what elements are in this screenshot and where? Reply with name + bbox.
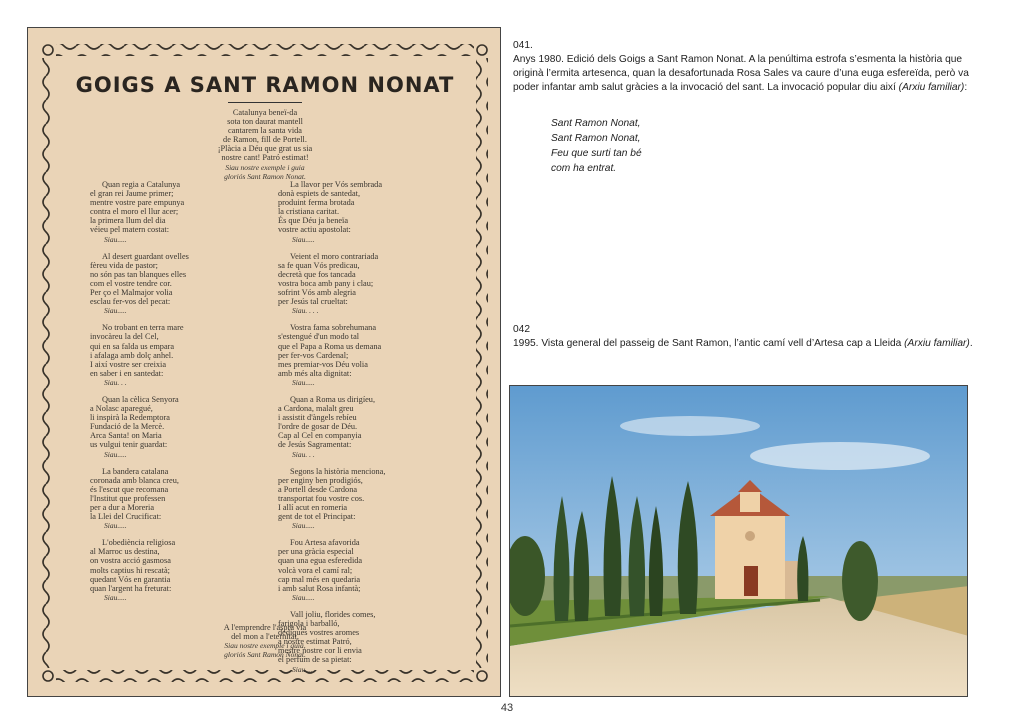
stanza xyxy=(90,395,260,459)
title-rule xyxy=(228,102,302,103)
verse-line: Quan la cèlica Senyora xyxy=(102,394,179,404)
verse-line: del mon a l'eternitat, xyxy=(231,632,299,642)
verse-line: La llavor per Vós sembrada xyxy=(290,180,383,189)
verse-line: I així vostre ser creixia xyxy=(90,359,167,369)
verse-line: nostre cant! Patró estimat! xyxy=(221,153,309,163)
stanza xyxy=(278,467,468,531)
verse-line: de Jesús Sagramentat: xyxy=(278,440,352,450)
verse-line: el perfum de sa pietat: xyxy=(278,655,352,665)
refrain-line: gloriós Sant Ramon Nonat. xyxy=(224,650,306,660)
verse-line: on vostra acció gasmosa xyxy=(90,556,171,566)
refrain-line: Siau. . . . xyxy=(292,306,319,316)
verse-line: Per ço el Malmajor volia xyxy=(90,288,173,298)
verse-line: Vall joliu, florides comes, xyxy=(290,609,376,619)
verse-line: a nostre estimat Patró, xyxy=(278,637,352,647)
verse-line: Arca Santa! on Maria xyxy=(90,431,162,441)
verse-line: per enginy ben prodigiós, xyxy=(278,475,363,485)
verse-line: És que Déu ja beneïa xyxy=(278,216,349,226)
verse-line: per Jesús tal crueltat: xyxy=(278,297,348,307)
verse-line: fèreu vida de pastor; xyxy=(90,260,158,270)
verse-line: decretà que fos tancada xyxy=(278,269,356,279)
verse-line: és l'escut que recomana xyxy=(90,484,169,494)
verse-line: molts captius hi rescatà; xyxy=(90,565,170,575)
stanza xyxy=(90,323,260,387)
refrain-line: Siau. . . xyxy=(104,377,127,387)
page-number: 43 xyxy=(500,702,514,714)
verse-line: s'estengué d'un modo tal xyxy=(278,332,360,342)
verse-line: Segons la història menciona, xyxy=(290,466,386,476)
verse-line: La bandera catalana xyxy=(102,466,169,476)
refrain-line: Siau..... xyxy=(104,306,127,316)
caption-punct: : xyxy=(964,82,968,93)
intro-stanza xyxy=(28,108,501,181)
verse-line: Fou Artesa afavorida xyxy=(290,538,360,548)
stanza xyxy=(278,323,468,387)
quote-line: Sant Ramon Nonat, xyxy=(551,118,641,129)
quote-line: Feu que surti tan bé xyxy=(551,148,642,159)
verse-line: la cristiana caritat. xyxy=(278,207,340,217)
verse-line: cantarem la santa vida xyxy=(228,126,302,136)
verse-line: gent de tot el Principat: xyxy=(278,512,356,522)
verse-line: sota ton daurat mantell xyxy=(227,117,303,127)
refrain-line: Siau..... xyxy=(292,592,315,602)
refrain-line: Siau..... xyxy=(292,377,315,387)
verse-line: vostre actiu apostolat: xyxy=(278,225,351,235)
verse-line: l'Institut que professen xyxy=(90,493,166,503)
verse-line: de Ramon, fill de Portell. xyxy=(223,135,307,145)
caption-number: 042 xyxy=(513,324,530,335)
verse-line: vostra boca amb pany i clau; xyxy=(278,278,374,288)
refrain-line: Siau nostre exemple i guia, xyxy=(224,641,306,651)
verse-line: per a dur a Moreria xyxy=(90,503,155,512)
caption-041 xyxy=(513,39,983,95)
verse-line: a Cardona, malalt greu xyxy=(278,404,354,414)
verse-line: sofrint Vós amb alegria xyxy=(278,288,356,298)
caption-number: 041. xyxy=(513,40,533,51)
verse-line: L'obediència religiosa xyxy=(102,538,176,548)
caption-042 xyxy=(513,323,983,351)
verse-line: com el vostre tendre cor. xyxy=(90,278,172,288)
closing-stanza xyxy=(28,623,501,659)
verse-line: per una gràcia especial xyxy=(278,547,354,557)
verse-line: Quan regia a Catalunya xyxy=(102,180,181,189)
left-verse-column xyxy=(90,180,260,610)
verse-line: esclau fer-vos del pecat: xyxy=(90,297,171,307)
hermitage-photo-drawing xyxy=(510,386,968,697)
verse-line: volcà vora el camí ral; xyxy=(278,565,353,575)
verse-line: la primera llum del dia xyxy=(90,216,166,226)
verse-line: li inspirà la Redemptora xyxy=(90,413,170,423)
verse-line: l'ordre de gosar de Déu. xyxy=(278,422,358,432)
verse-line: Cap al Cel en companyia xyxy=(278,431,362,441)
verse-line: Catalunya beneï-da xyxy=(232,108,298,117)
refrain-line: Siau nostre exemple i guia xyxy=(225,162,305,172)
stanza xyxy=(278,180,468,244)
quote-line: com ha entrat. xyxy=(551,163,617,174)
verse-line: mes premiar-vos Déu volia xyxy=(278,359,368,369)
caption-source: (Arxiu familiar) xyxy=(898,82,965,93)
verse-line: No trobant en terra mare xyxy=(102,323,184,333)
refrain-line: Siau..... xyxy=(104,521,127,531)
stanza xyxy=(278,395,468,459)
verse-line: farigola i barballó, xyxy=(278,619,340,629)
verse-line: Veient el moro contrariada xyxy=(290,251,379,261)
verse-line: donà espiets de santedat, xyxy=(278,189,361,199)
goigs-sheet-scan xyxy=(27,27,501,697)
verse-line: i assistit d'àngels rebíeu xyxy=(278,413,357,423)
stanza xyxy=(90,252,260,316)
verse-line: Fundació de la Mercè. xyxy=(90,422,165,432)
verse-line: Vostra fama sobrehumana xyxy=(290,323,377,333)
verse-line: i afalaga amb dolç anhel. xyxy=(90,350,174,360)
verse-line: en saber i en santedat: xyxy=(90,368,164,378)
verse-line: contra el moro el llur acer; xyxy=(90,207,179,217)
verse-line: qui en sa falda us empara xyxy=(90,341,175,351)
refrain-line: Siau..... xyxy=(104,592,127,602)
refrain-line: Siau. . . xyxy=(292,449,315,459)
verse-line: el gran rei Jaume primer; xyxy=(90,189,174,199)
goigs-title: GOIGS A SANT RAMON NONAT xyxy=(75,73,455,97)
verse-line: la Llei del Crucificat: xyxy=(90,512,162,522)
verse-line: transportat fou vostre cos. xyxy=(278,493,365,503)
verse-line: quan una egua esferedida xyxy=(278,556,363,566)
popular-invocation-quote xyxy=(551,116,642,176)
caption-source: (Arxiu familiar) xyxy=(904,338,970,349)
verse-line: mestre nostre cor li envia xyxy=(278,646,362,656)
verse-line: dediques vostres aromes xyxy=(278,628,360,638)
verse-line: a Nolasc aparegué, xyxy=(90,404,153,414)
caption-text: Anys 1980. Edició dels Goigs a Sant Ramon Nonat. A la penúltima estrofa s’esmenta la història que originà l’ermita artesenca, quan la desafortunada Rosa Sales va caure d’una euga esfereïda, però va poder infantar amb salut gràcies a la invocació del sant. La invocació popular diu així xyxy=(513,54,969,93)
verse-line: no són pas tan blanques elles xyxy=(90,269,187,279)
verse-line: sa fe quan Vós predicau, xyxy=(278,260,360,270)
verse-line: i amb salut Rosa infantà; xyxy=(278,583,361,593)
refrain-line: Siau..... xyxy=(292,234,315,244)
verse-line: que el Papa a Roma us demana xyxy=(278,341,382,351)
verse-line: per fer-vos Cardenal; xyxy=(278,350,349,360)
refrain-line: gloriós Sant Ramon Nonat. xyxy=(224,171,306,181)
stanza xyxy=(278,538,468,602)
refrain-line: Siau..... xyxy=(292,521,315,531)
verse-line: amb més alta dignitat: xyxy=(278,368,352,378)
verse-line: véieu pel matern costat: xyxy=(90,225,170,235)
verse-line: I allí acut en romeria xyxy=(278,503,348,512)
caption-punct: . xyxy=(969,338,973,349)
refrain-line: Siau..... xyxy=(104,234,127,244)
verse-line: ¡Plàcia a Déu que grat us sia xyxy=(217,144,313,154)
verse-line: us vulgui tenir guardat: xyxy=(90,440,168,450)
verse-line: produint ferma brotada xyxy=(278,198,355,208)
stanza xyxy=(278,252,468,316)
quote-line: Sant Ramon Nonat, xyxy=(551,133,641,144)
stanza xyxy=(90,467,260,531)
verse-line: coronada amb blanca creu, xyxy=(90,475,179,485)
verse-line: Quan a Roma us dirigíeu, xyxy=(290,394,376,404)
verse-line: a Portell desde Cardona xyxy=(278,484,358,494)
verse-line: Al desert guardant ovelles xyxy=(102,251,189,261)
verse-line: quedant Vós en garantia xyxy=(90,574,171,584)
verse-line: invocàreu la del Cel, xyxy=(90,332,159,342)
stanza xyxy=(90,180,260,244)
verse-line: al Marroc us destina, xyxy=(90,547,160,557)
caption-text: 1995. Vista general del passeig de Sant Ramon, l’antic camí vell d’Artesa cap a Lleida xyxy=(513,338,902,349)
refrain-line: Siau..... xyxy=(292,664,315,674)
verse-line: cap mal més en quedaria xyxy=(278,574,361,584)
right-verse-column xyxy=(278,180,468,682)
stanza xyxy=(90,538,260,602)
verse-line: mentre vostre pare empunya xyxy=(90,198,185,208)
verse-line: A l'emprendre l'aspra via xyxy=(223,623,307,632)
refrain-line: Siau..... xyxy=(104,449,127,459)
verse-line: quan l'argent ha freturat: xyxy=(90,583,172,593)
hermitage-photo xyxy=(509,385,968,697)
